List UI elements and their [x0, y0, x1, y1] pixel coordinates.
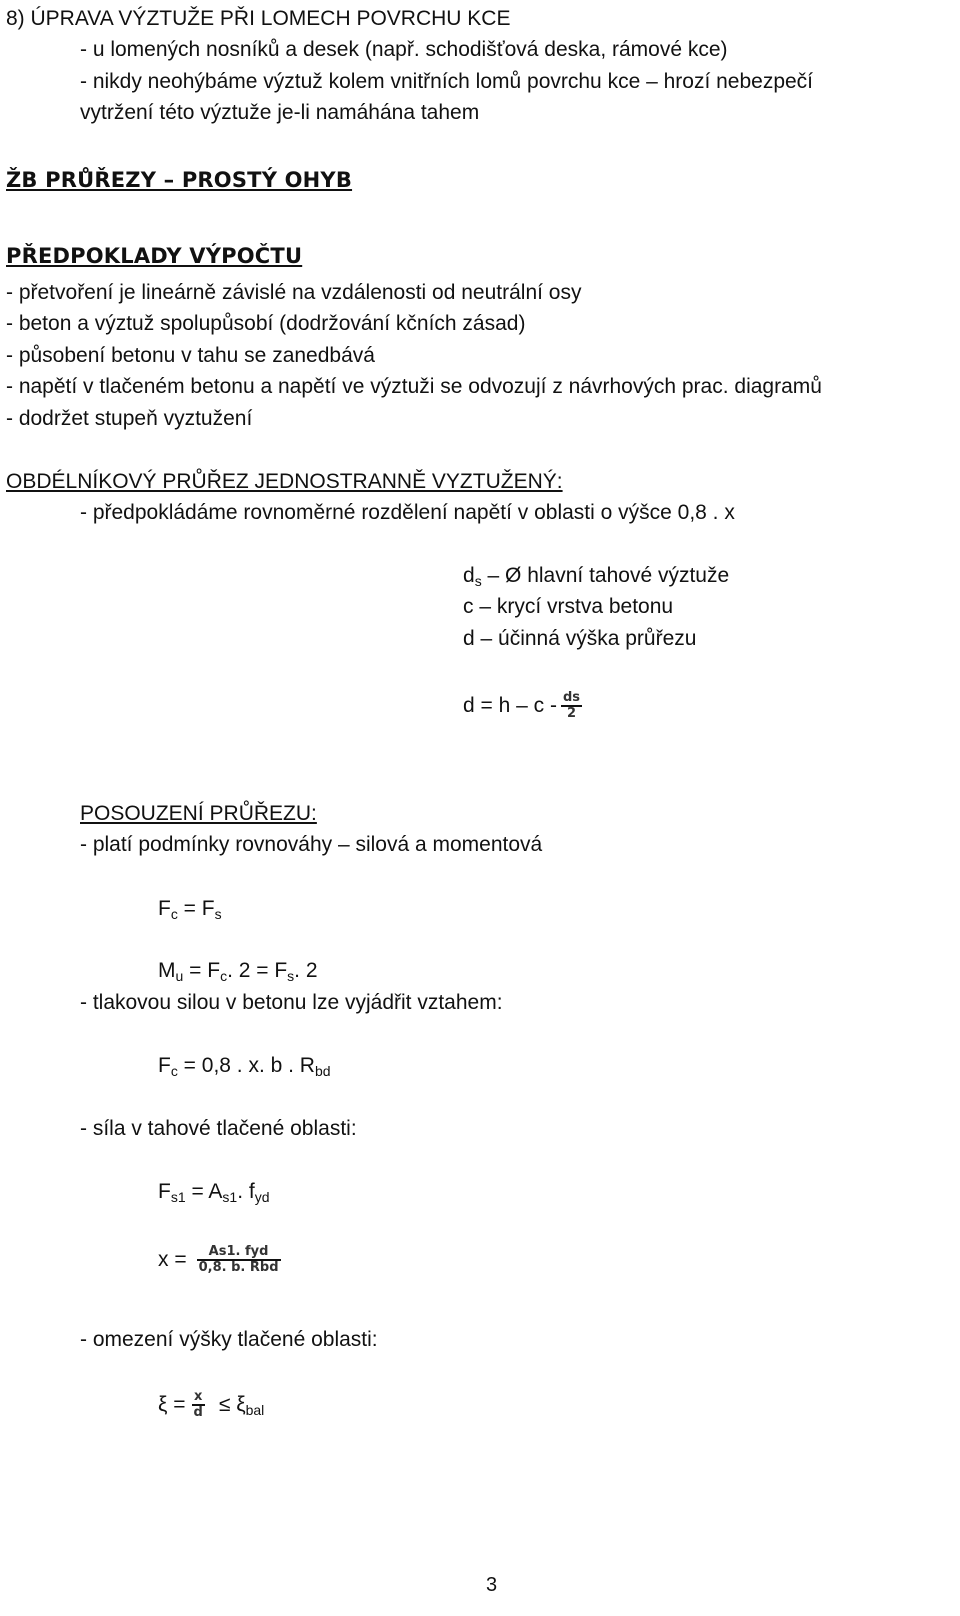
- assessment-line-4: - omezení výšky tlačené oblasti:: [80, 1328, 378, 1351]
- heading-predpoklady: PŘEDPOKLADY VÝPOČTU: [6, 244, 303, 268]
- assumption-item: - přetvoření je lineárně závislé na vzdálenosti od neutrální osy: [6, 281, 582, 304]
- assumption-item: - beton a výztuž spolupůsobí (dodržování kčních zásad): [6, 312, 526, 335]
- equation-fc: $F_c = 0,8$ . x. b . $R_{bd}$: [158, 1054, 331, 1079]
- fraction-x-over-d: $\frac{x}{d}$: [193, 1389, 203, 1421]
- section-title: 8) ÚPRAVA VÝZTUŽE PŘI LOMECH POVRCHU KCE: [6, 7, 511, 30]
- ds-definition: $d_s$ – Ø hlavní tahové výztuže: [463, 564, 730, 589]
- section-line-3: vytržení této výztuže je-li namáhána tahem: [80, 101, 480, 124]
- equation-fc-fs: $F_c = F_s$: [158, 897, 222, 922]
- equation-x: x = $\frac{\text{As1. fyd}}{\text{0,8. b. Rbd}}$: [158, 1244, 279, 1276]
- section-line-1: - u lomených nosníků a desek (např. schodišťová deska, rámové kce): [80, 38, 728, 61]
- rect-section-line: - předpokládáme rovnoměrné rozdělení napětí v oblasti o výšce 0,8 . x: [80, 501, 735, 524]
- assumption-item: - dodržet stupeň vyztužení: [6, 407, 253, 430]
- page-number: 3: [486, 1574, 498, 1596]
- assessment-line-2: - tlakovou silou v betonu lze vyjádřit vztahem:: [80, 991, 503, 1014]
- equation-xi: ξ = $\frac{x}{d}$ ≤ $\xi_{bal}$: [158, 1389, 265, 1421]
- equation-fs1: $F_{s1} = A_{s1}$. $f_{yd}$: [158, 1180, 270, 1205]
- equation-mu: $M_u = F_c$. $2 = F_s$. 2: [158, 959, 318, 984]
- d-definition: d – účinná výška průřezu: [463, 627, 697, 650]
- assessment-line-1: - platí podmínky rovnováhy – silová a momentová: [80, 833, 543, 856]
- assumption-item: - napětí v tlačeném betonu a napětí ve výztuži se odvozují z návrhových prac. diagramů: [6, 375, 822, 398]
- equation-d: d = h – c - $\frac{ds}{2}$: [463, 690, 581, 722]
- heading-zb-prurezy: ŽB PRŮŘEZY – PROSTÝ OHYB: [6, 168, 353, 192]
- fraction-ds-over-2: $\frac{ds}{2}$: [562, 690, 581, 722]
- section-line-2: - nikdy neohýbáme výztuž kolem vnitřních lomů povrchu kce – hrozí nebezpečí: [80, 70, 814, 93]
- assessment-line-3: - síla v tahové tlačené oblasti:: [80, 1117, 357, 1140]
- heading-posouzeni: POSOUZENÍ PRŮŘEZU:: [80, 802, 317, 825]
- heading-obdelnikovy-prurez: OBDÉLNÍKOVÝ PRŮŘEZ JEDNOSTRANNĚ VYZTUŽENÝ:: [6, 470, 563, 493]
- c-definition: c – krycí vrstva betonu: [463, 595, 674, 618]
- fraction-x: $\frac{\text{As1. fyd}}{\text{0,8. b. Rbd}}$: [198, 1244, 279, 1276]
- assumption-item: - působení betonu v tahu se zanedbává: [6, 344, 375, 367]
